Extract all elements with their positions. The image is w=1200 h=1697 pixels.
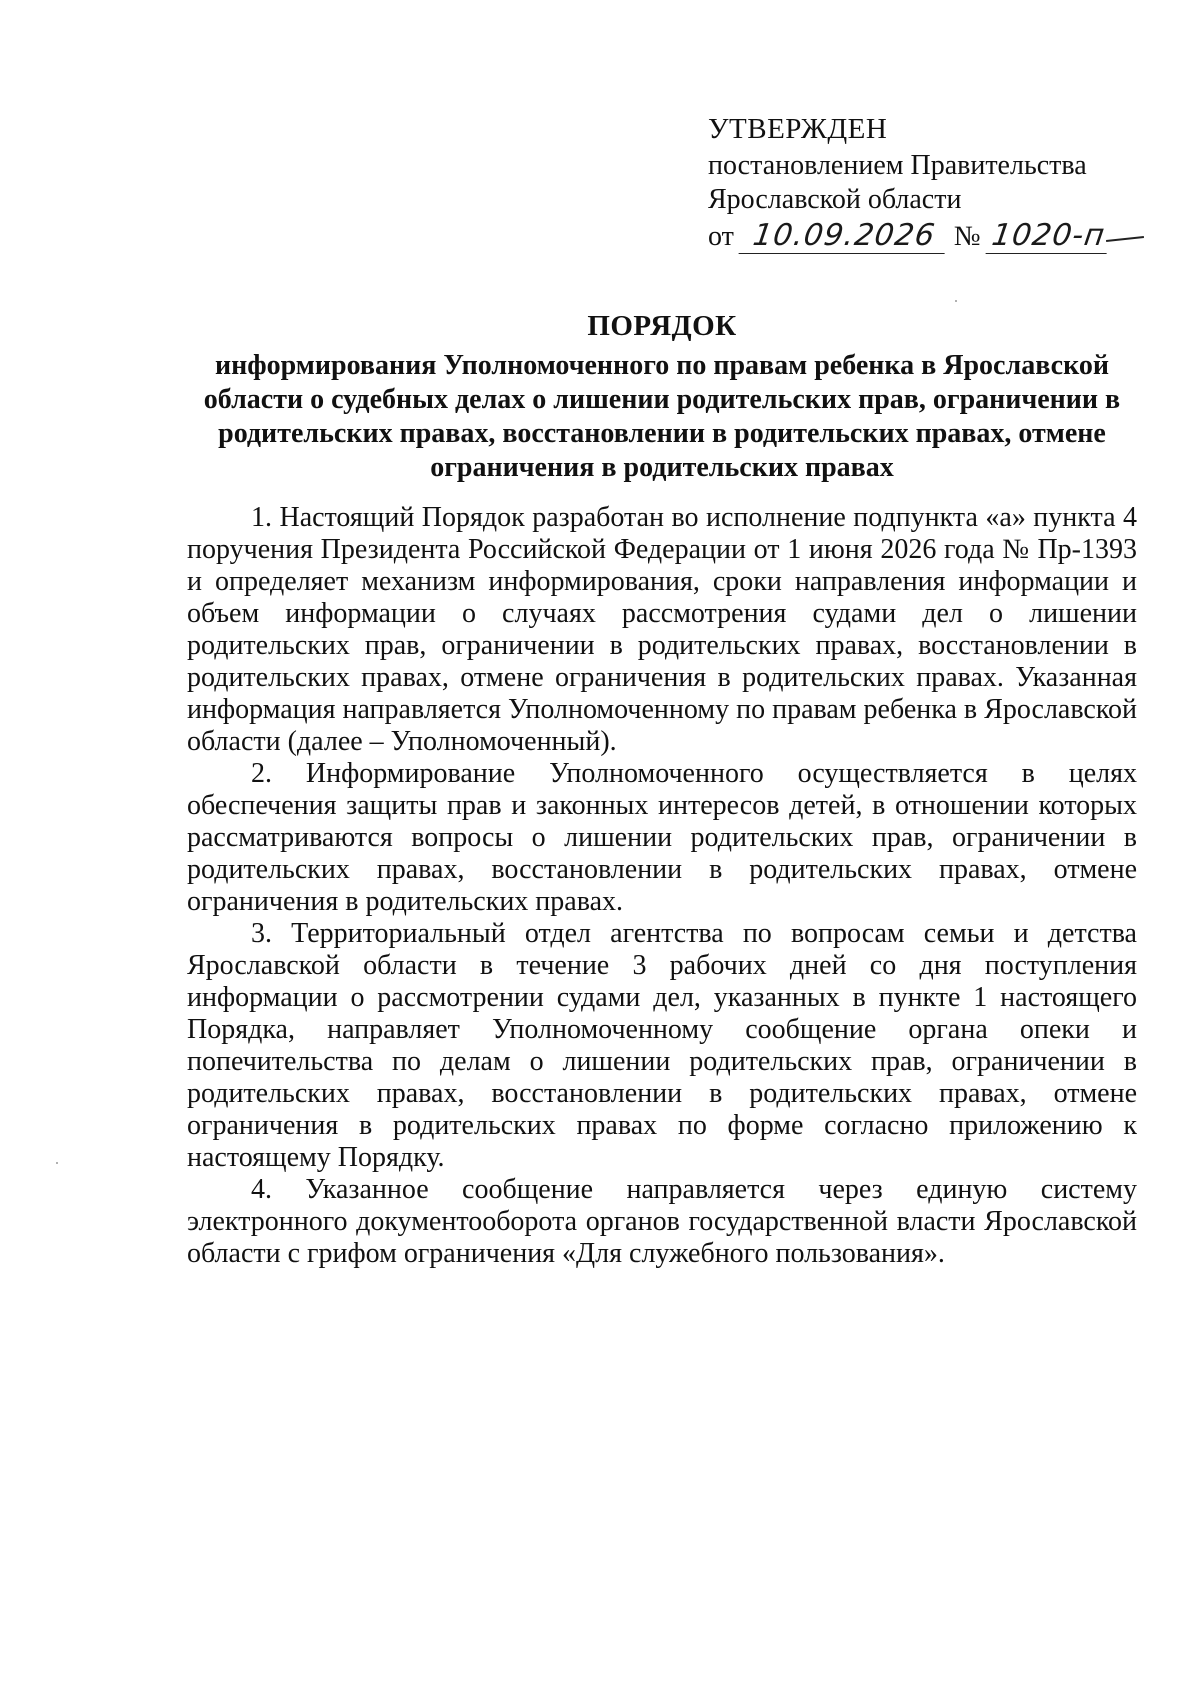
- paragraph-2: 2. Информирование Уполномоченного осуществляется в целях обеспечения защиты прав и законных интересов детей, в отношении которых рассматриваются вопросы о лишении родительских прав, ограничении в родительских правах, восстановлении в родительских правах, отмене ограничения в родительских правах.: [187, 758, 1137, 917]
- number-label: №: [953, 221, 981, 252]
- handwritten-number: 1020-п: [985, 219, 1111, 254]
- approval-stamp: УТВЕРЖДЕН: [708, 113, 888, 145]
- paragraph-1: 1. Настоящий Порядок разработан во исполнение подпункта «а» пункта 4 поручения Президента Российской Федерации от 1 июня 2026 года № Пр-1393 и определяет механизм информирования, сроки направления информации и объем информации о случаях рассмотрения судами дел о лишении родительских прав, ограничении в родительских правах, восстановлении в родительских правах, отмене ограничения в родительских правах. Указанная информация направляется Уполномоченному по правам ребенка в Ярославской области (далее – Уполномоченный).: [187, 502, 1137, 757]
- approval-line-1: постановлением Правительства: [708, 150, 1087, 181]
- document-title-block: [186, 309, 1138, 485]
- handwriting-stroke: [1106, 236, 1144, 242]
- document-title: ПОРЯДОК: [587, 310, 737, 342]
- document-body: [187, 502, 1137, 1270]
- approval-date-line: [708, 219, 1148, 254]
- scan-speck: [955, 300, 957, 302]
- handwritten-date: 10.09.2026: [738, 219, 949, 254]
- document-subtitle: информирования Уполномоченного по правам ребенка в Ярославской области о судебных делах о лишении родительских прав, ограничении в родительских правах, восстановлении в родительских правах, отмене ограничения в родительских правах: [203, 350, 1121, 483]
- approval-line-2: Ярославской области: [708, 184, 962, 215]
- scan-speck: [56, 1162, 58, 1164]
- paragraph-4: 4. Указанное сообщение направляется через единую систему электронного документооборота органов государственной власти Ярославской области с грифом ограничения «Для служебного пользования».: [187, 1174, 1137, 1269]
- from-label: от: [708, 221, 734, 252]
- approval-block: [708, 112, 1148, 254]
- paragraph-3: 3. Территориальный отдел агентства по вопросам семьи и детства Ярославской области в течение 3 рабочих дней со дня поступления информации о рассмотрении судами дел, указанных в пункте 1 настоящего Порядка, направляет Уполномоченному сообщение органа опеки и попечительства по делам о лишении родительских прав, ограничении в родительских правах, восстановлении в родительских правах, отмене ограничения в родительских правах по форме согласно приложению к настоящему Порядку.: [187, 918, 1137, 1173]
